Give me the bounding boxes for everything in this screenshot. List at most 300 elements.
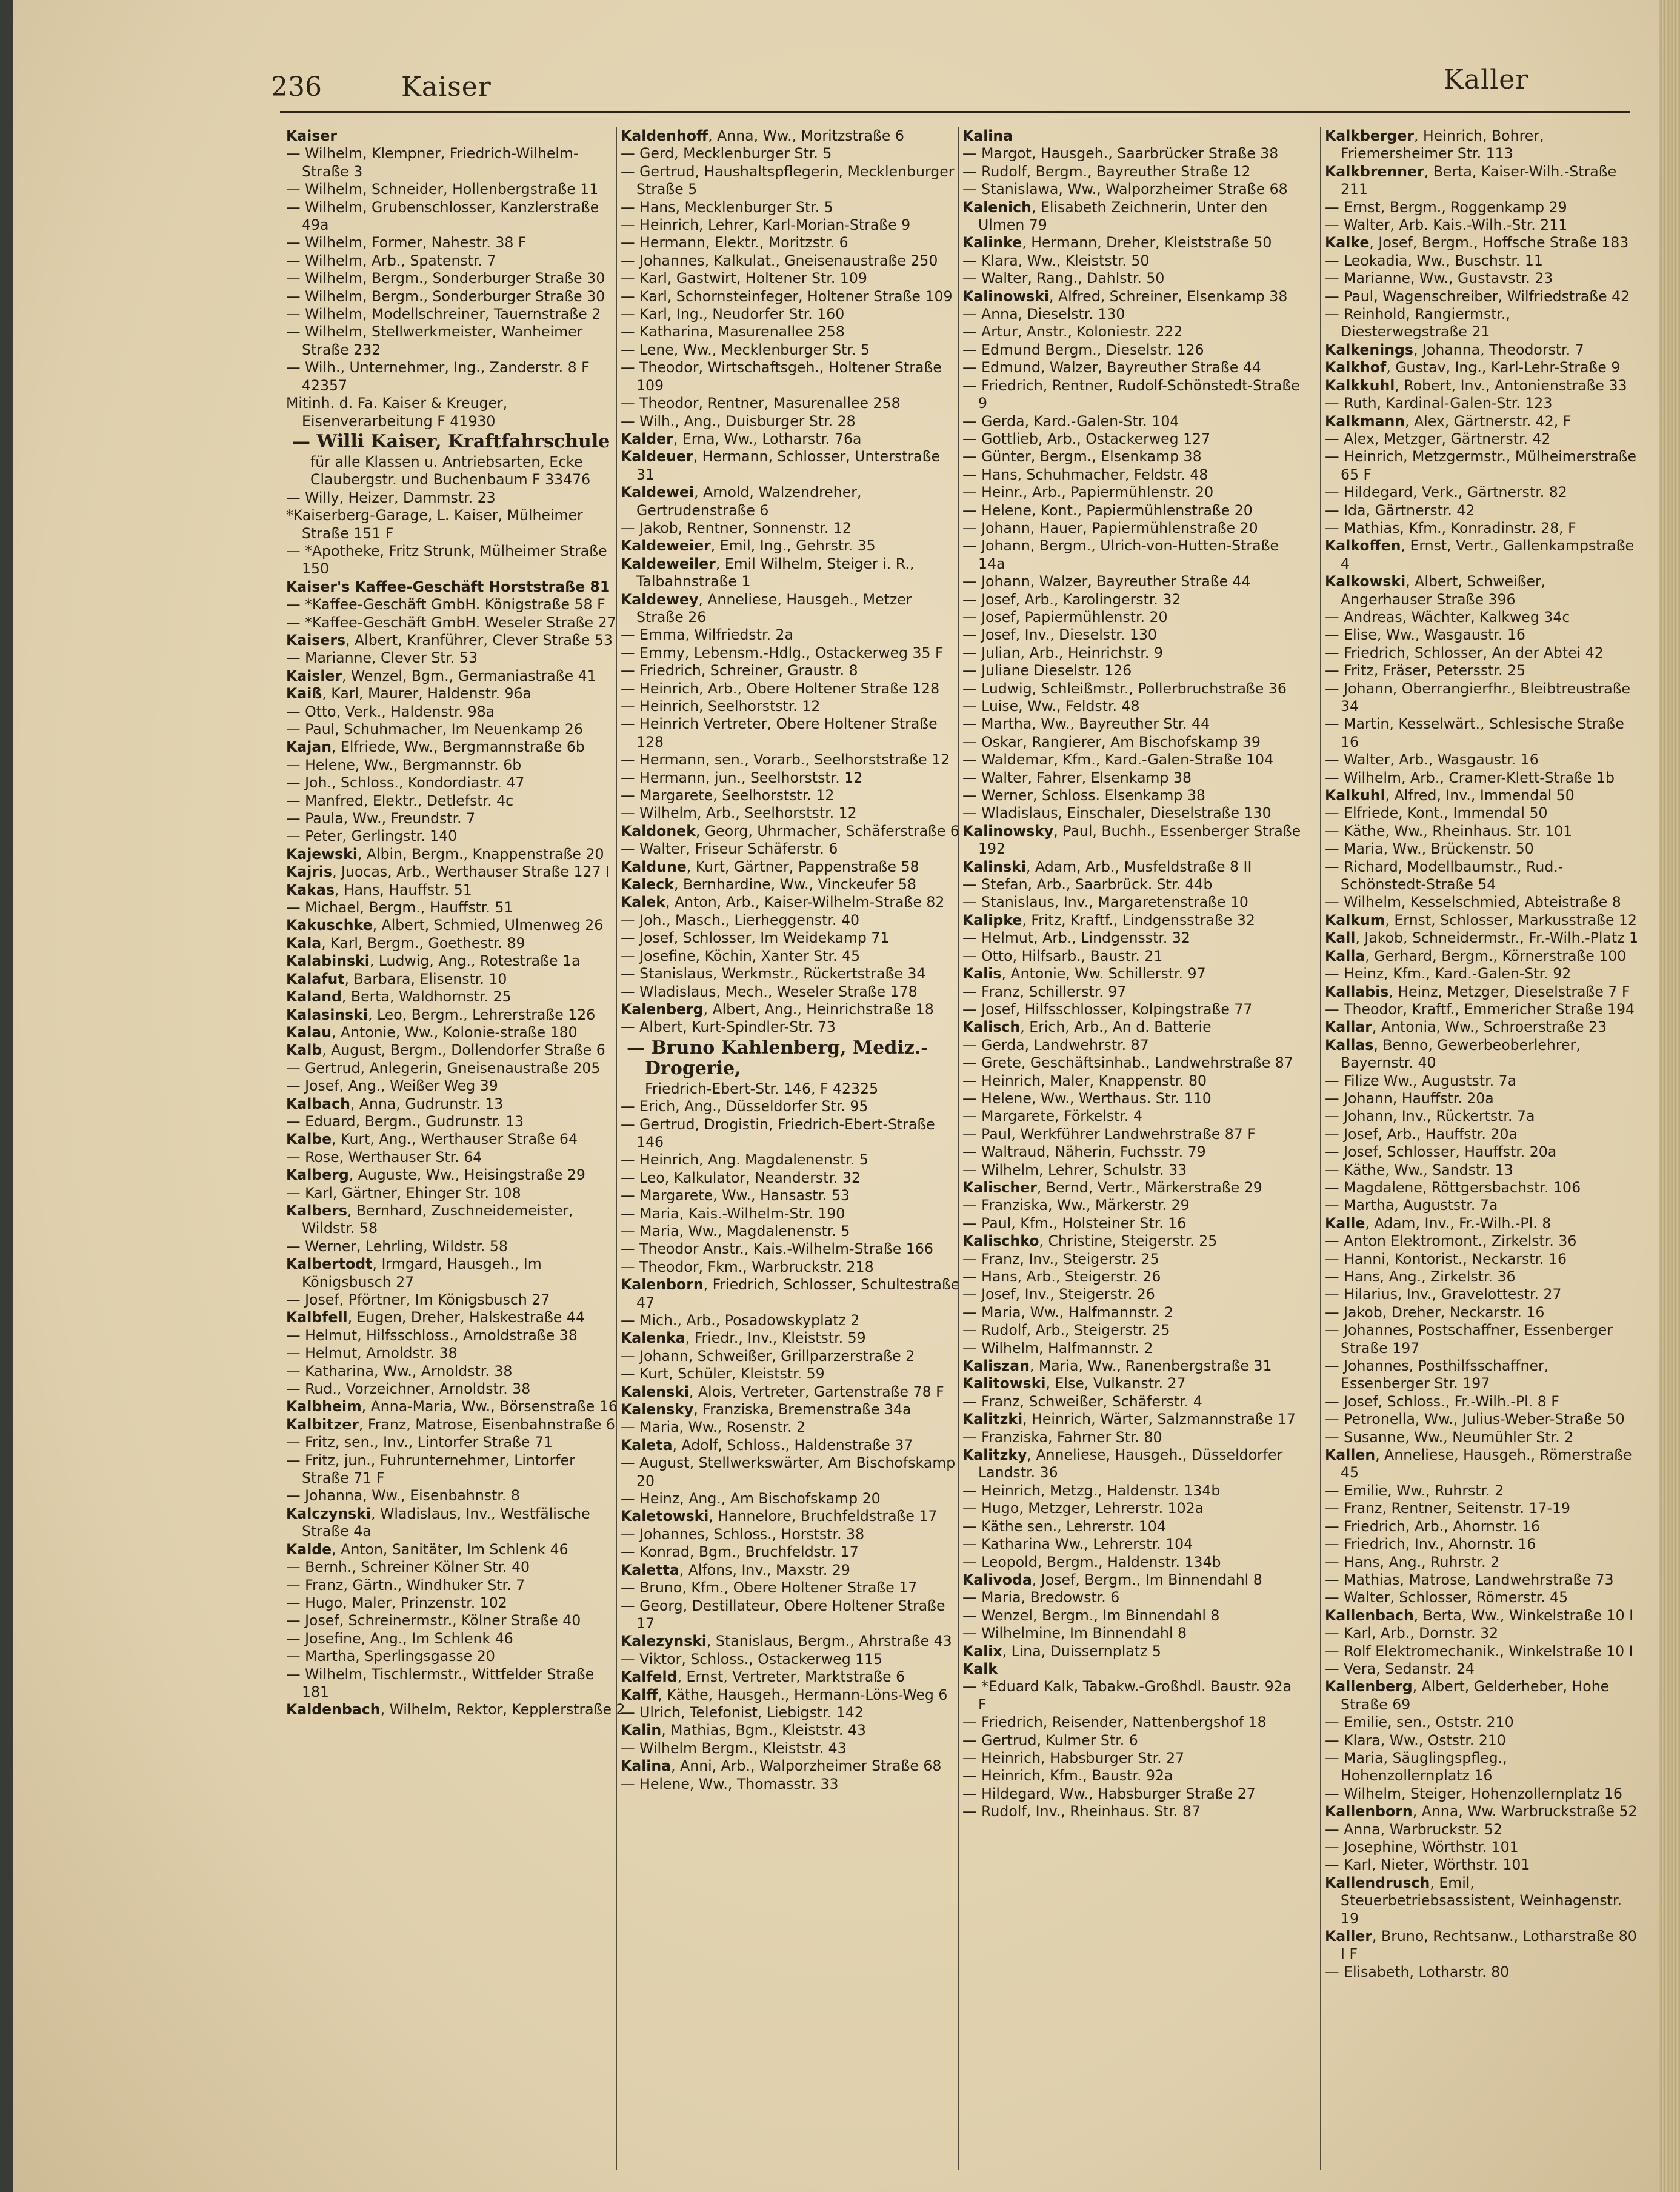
- directory-entry-head: Kalb, August, Bergm., Dollendorfer Straße 6: [286, 1041, 605, 1059]
- directory-entry: — Rose, Werthauser Str. 64: [286, 1148, 482, 1166]
- directory-entry: — Helmut, Hilfsschloss., Arnoldstraße 38: [286, 1326, 578, 1344]
- directory-entry: — Gertrud, Kulmer Str. 6: [962, 1731, 1138, 1749]
- directory-entry-head: Kallenberg, Albert, Gelderheber, Hohe Straße 69: [1325, 1678, 1610, 1713]
- directory-entry-head: Kalensky, Franziska, Bremenstraße 34a: [621, 1401, 912, 1418]
- directory-entry: — Wilhelm, Klempner, Friedrich-Wilhelm-Straße 3: [286, 145, 579, 180]
- directory-entry-head: Kalitzki, Heinrich, Wärter, Salzmannstraße 17: [962, 1411, 1296, 1428]
- directory-entry: — Karl, Gärtner, Ehinger Str. 108: [286, 1184, 521, 1201]
- directory-entry-head: Kaldenbach, Wilhelm, Rektor, Kepplerstraße 2: [286, 1701, 625, 1719]
- directory-entry: — Stefan, Arb., Saarbrück. Str. 44b: [962, 876, 1213, 894]
- directory-entry-head: Kaisers, Albert, Kranführer, Clever Straße 53: [286, 631, 613, 649]
- directory-entry-head: Kalde, Anton, Sanitäter, Im Schlenk 46: [286, 1540, 568, 1558]
- column-2: [621, 127, 960, 2176]
- directory-entry: — Ulrich, Telefonist, Liebigstr. 142: [621, 1703, 864, 1721]
- directory-entry: — Walter, Schlosser, Römerstr. 45: [1325, 1589, 1568, 1606]
- directory-entry: — Hans, Schuhmacher, Feldstr. 48: [962, 466, 1208, 483]
- directory-entry: — Josef, Papiermühlenstr. 20: [962, 608, 1168, 626]
- directory-entry: — Theodor Anstr., Kais.-Wilhelm-Straße 166: [621, 1240, 933, 1258]
- directory-entry: — Paul, Schuhmacher, Im Neuenkamp 26: [286, 721, 583, 738]
- directory-entry-head: Kallenbach, Berta, Ww., Winkelstraße 10 I: [1325, 1606, 1634, 1624]
- directory-entry: — Hans, Arb., Steigerstr. 26: [962, 1268, 1161, 1285]
- directory-entry: — Gerd, Mecklenburger Str. 5: [621, 145, 832, 162]
- directory-entry: — Heinrich, Metzgermstr., Mülheimerstraße 65 F: [1325, 448, 1637, 483]
- directory-entry: — Wilhelm, Schneider, Hollenbergstraße 11: [286, 181, 599, 198]
- directory-entry: — Franziska, Ww., Märkerstr. 29: [962, 1197, 1190, 1214]
- directory-entry: — Elfriede, Kont., Immendal 50: [1325, 804, 1548, 822]
- directory-entry: — Werner, Schloss. Elsenkamp 38: [962, 787, 1205, 804]
- directory-entry: — Bernh., Schreiner Kölner Str. 40: [286, 1559, 530, 1576]
- directory-entry: — Grete, Geschäftsinhab., Landwehrstraße 87: [962, 1054, 1293, 1072]
- directory-entry: Mitinh. d. Fa. Kaiser & Kreuger, Eisenverarbeitung F 41930: [286, 395, 508, 430]
- directory-entry: — Hans, Mecklenburger Str. 5: [621, 198, 833, 216]
- directory-entry: — Wilhelm, Kesselschmied, Abteistraße 8: [1325, 894, 1621, 911]
- directory-entry-head: Kalinski, Adam, Arb., Musfeldstraße 8 II: [962, 858, 1252, 875]
- directory-entry: — Wladislaus, Mech., Weseler Straße 178: [621, 983, 918, 1000]
- directory-entry: — Maria, Ww., Brückenstr. 50: [1325, 840, 1534, 858]
- directory-entry: — Friedrich, Reisender, Nattenbergshof 18: [962, 1714, 1267, 1731]
- directory-entry-head: Kaliszan, Maria, Ww., Ranenbergstraße 31: [962, 1357, 1272, 1375]
- directory-entry: — Werner, Lehrling, Wildstr. 58: [286, 1237, 508, 1255]
- directory-entry-head: Kalinowsky, Paul, Buchh., Essenberger Straße 192: [962, 822, 1301, 858]
- directory-entry: — Susanne, Ww., Neumühler Str. 2: [1325, 1428, 1574, 1446]
- running-head-first-entry: Kaiser: [401, 72, 492, 102]
- column-divider: [616, 127, 617, 2170]
- directory-entry: — Erich, Ang., Düsseldorfer Str. 95: [621, 1098, 868, 1115]
- directory-entry: — Heinz, Kfm., Kard.-Galen-Str. 92: [1325, 965, 1572, 983]
- directory-entry: — Ernst, Bergm., Roggenkamp 29: [1325, 198, 1567, 216]
- directory-entry-head: Kallenborn, Anna, Ww. Warbruckstraße 52: [1325, 1803, 1638, 1820]
- directory-entry-head: Kalenich, Elisabeth Zeichnerin, Unter den Ulmen 79: [962, 198, 1268, 234]
- directory-entry: — Margot, Hausgeh., Saarbrücker Straße 38: [962, 145, 1279, 162]
- directory-entry: — Josefine, Ang., Im Schlenk 46: [286, 1629, 513, 1647]
- directory-entry: — Paul, Wagenschreiber, Wilfriedstraße 42: [1325, 287, 1630, 305]
- directory-entry-head: Kalke, Josef, Bergm., Hoffsche Straße 183: [1325, 234, 1629, 252]
- directory-entry-head: Kalla, Gerhard, Bergm., Körnerstraße 100: [1325, 947, 1627, 964]
- directory-entry-head: Kaiser: [286, 127, 337, 144]
- directory-entry: — Jakob, Dreher, Neckarstr. 16: [1325, 1303, 1545, 1321]
- directory-entry-head: Kalbfell, Eugen, Dreher, Halskestraße 44: [286, 1309, 585, 1326]
- directory-entry-head: Kallabis, Heinz, Metzger, Dieselstraße 7 F: [1325, 983, 1630, 1000]
- directory-entry-head: Kaleta, Adolf, Schloss., Haldenstraße 37: [621, 1436, 913, 1454]
- directory-entry: — Filize Ww., Auguststr. 7a: [1325, 1072, 1517, 1089]
- directory-entry: — Stanislawa, Ww., Walporzheimer Straße 68: [962, 181, 1288, 198]
- directory-entry-head: Kajewski, Albin, Bergm., Knappenstraße 20: [286, 845, 604, 863]
- directory-entry-head: Kalk: [962, 1660, 998, 1677]
- directory-entry-head: Kalisch, Erich, Arb., An d. Batterie: [962, 1018, 1212, 1036]
- directory-entry: — *Apotheke, Fritz Strunk, Mülheimer Straße 150: [286, 542, 607, 578]
- directory-entry: — Käthe sen., Lehrerstr. 104: [962, 1517, 1166, 1535]
- directory-entry-head: Kalinke, Hermann, Dreher, Kleiststraße 50: [962, 234, 1272, 252]
- directory-entry: — Paul, Werkführer Landwehrstraße 87 F: [962, 1125, 1256, 1143]
- directory-entry: — Petronella, Ww., Julius-Weber-Straße 50: [1325, 1411, 1625, 1428]
- directory-entry-head: Kalenborn, Friedrich, Schlosser, Schultestraße 47: [621, 1276, 960, 1311]
- directory-entry: — Franz, Rentner, Seitenstr. 17-19: [1325, 1500, 1571, 1517]
- advertisement-heading: — Bruno Kahlenberg, Mediz.-Drogerie,: [627, 1037, 928, 1079]
- directory-entry: — Wilhelm, Modellschreiner, Tauernstraße 2: [286, 306, 601, 323]
- directory-entry: — Helmut, Arb., Lindgensstr. 32: [962, 929, 1190, 947]
- directory-entry: — Johannes, Kalkulat., Gneisenaustraße 250: [621, 252, 938, 269]
- directory-entry-head: Kaletta, Alfons, Inv., Maxstr. 29: [621, 1561, 850, 1579]
- directory-entry: — Anna, Dieselstr. 130: [962, 306, 1125, 323]
- directory-entry: — Hermann, sen., Vorarb., Seelhorststraße 12: [621, 751, 950, 769]
- directory-entry: — Margarete, Ww., Hansastr. 53: [621, 1187, 850, 1205]
- directory-entry: — Wilhelm, Tischlermstr., Wittfelder Straße 181: [286, 1665, 595, 1700]
- directory-entry: — Friedrich, Inv., Ahornstr. 16: [1325, 1535, 1536, 1553]
- column-divider: [1320, 127, 1321, 2170]
- directory-entry-head: Kalbheim, Anna-Maria, Ww., Börsenstraße 16: [286, 1398, 618, 1415]
- advertisement-text: Friedrich-Ebert-Str. 146, F 42325: [645, 1080, 879, 1097]
- directory-entry: — Heinrich, Kfm., Baustr. 92a: [962, 1767, 1173, 1785]
- directory-entry: — Heinrich, Ang. Magdalenenstr. 5: [621, 1151, 868, 1169]
- directory-entry: — Marianne, Clever Str. 53: [286, 649, 478, 667]
- directory-entry: — Mich., Arb., Posadowskyplatz 2: [621, 1312, 860, 1329]
- directory-entry-head: Kakuschke, Albert, Schmied, Ulmenweg 26: [286, 917, 604, 934]
- directory-entry: — Martha, Auguststr. 7a: [1325, 1197, 1498, 1214]
- directory-entry-head: Kalek, Anton, Arb., Kaiser-Wilhelm-Straße 82: [621, 894, 945, 911]
- page-header: [13, 0, 1680, 121]
- directory-entry: — Wenzel, Bergm., Im Binnendahl 8: [962, 1606, 1220, 1624]
- directory-entry: — Josef, Schlosser, Im Weidekamp 71: [621, 929, 890, 947]
- column-1: [286, 127, 625, 2176]
- directory-entry: — Heinrich, Metzg., Haldenstr. 134b: [962, 1482, 1221, 1499]
- directory-entry: — Klara, Ww., Oststr. 210: [1325, 1731, 1506, 1749]
- directory-entry: — Franz, Schillerstr. 97: [962, 983, 1127, 1000]
- directory-entry: — Wilh., Unternehmer, Ing., Zanderstr. 8 F 42357: [286, 359, 590, 394]
- directory-entry: — Theodor, Fkm., Warbruckstr. 218: [621, 1258, 874, 1275]
- directory-entry: — Martha, Ww., Bayreuther Str. 44: [962, 715, 1210, 733]
- directory-entry-head: Kalbertodt, Irmgard, Hausgeh., Im Königsbusch 27: [286, 1255, 542, 1291]
- directory-entry: — Gertrud, Haushaltspflegerin, Mecklenburger Straße 5: [621, 162, 955, 198]
- directory-entry-head: Kalina: [962, 127, 1013, 144]
- directory-entry: — Franz, Inv., Steigerstr. 25: [962, 1250, 1159, 1268]
- directory-entry: — Wilhelm Bergm., Kleiststr. 43: [621, 1739, 847, 1757]
- directory-entry: — Georg, Destillateur, Obere Holtener Straße 17: [621, 1597, 945, 1632]
- directory-entry: — Eduard, Bergm., Gudrunstr. 13: [286, 1112, 524, 1130]
- directory-entry: — Wilhelm, Stellwerkmeister, Wanheimer Straße 232: [286, 323, 583, 358]
- directory-entry: — Johann, Schweißer, Grillparzerstraße 2: [621, 1347, 915, 1365]
- directory-entry: — Juliane Dieselstr. 126: [962, 662, 1132, 680]
- directory-entry: — Wilhelmine, Im Binnendahl 8: [962, 1625, 1187, 1642]
- directory-entry: — Friedrich, Arb., Ahornstr. 16: [1325, 1517, 1541, 1535]
- directory-entry: — Anna, Warbruckstr. 52: [1325, 1820, 1502, 1838]
- directory-entry: — Helene, Ww., Werthaus. Str. 110: [962, 1089, 1212, 1107]
- directory-entry: — Theodor, Kraftf., Emmericher Straße 194: [1325, 1000, 1635, 1018]
- directory-entry: — Walter, Rang., Dahlstr. 50: [962, 270, 1165, 287]
- directory-entry: — Michael, Bergm., Hauffstr. 51: [286, 899, 513, 917]
- directory-entry-head: Kala, Karl, Bergm., Goethestr. 89: [286, 934, 525, 952]
- directory-entry: — Josef, Inv., Steigerstr. 26: [962, 1286, 1155, 1303]
- directory-entry: — *Eduard Kalk, Tabakw.-Großhdl. Baustr. 92a F: [962, 1678, 1292, 1713]
- directory-entry: — Konrad, Bgm., Bruchfeldstr. 17: [621, 1543, 859, 1561]
- directory-entry: — Josef, Ang., Weißer Weg 39: [286, 1077, 498, 1095]
- directory-entry-head: Kalberg, Auguste, Ww., Heisingstraße 29: [286, 1166, 585, 1184]
- directory-entry: — Katharina Ww., Lehrerstr. 104: [962, 1535, 1193, 1553]
- directory-entry: — Johanna, Ww., Eisenbahnstr. 8: [286, 1487, 520, 1505]
- directory-entry-head: Kalkhof, Gustav, Ing., Karl-Lehr-Straße 9: [1325, 359, 1621, 376]
- directory-entry: — Emilie, Ww., Ruhrstr. 2: [1325, 1482, 1504, 1499]
- directory-entry-head: Kalin, Mathias, Bgm., Kleiststr. 43: [621, 1722, 866, 1739]
- directory-entry: — Wilhelm, Arb., Seelhorststr. 12: [621, 804, 857, 822]
- directory-entry: — Anton Elektromont., Zirkelstr. 36: [1325, 1232, 1577, 1250]
- directory-entry: — Günter, Bergm., Elsenkamp 38: [962, 448, 1202, 466]
- directory-entry-head: Kalina, Anni, Arb., Walporzheimer Straße 68: [621, 1757, 942, 1775]
- directory-entry: — Alex, Metzger, Gärtnerstr. 42: [1325, 430, 1551, 447]
- directory-entry: — Joh., Masch., Lierheggenstr. 40: [621, 911, 859, 929]
- directory-entry: — Helmut, Arnoldstr. 38: [286, 1345, 458, 1362]
- header-rule: [280, 111, 1630, 113]
- directory-entry-head: Kalkoffen, Ernst, Vertr., Gallenkampstraße 4: [1325, 537, 1635, 572]
- directory-entry: — Waltraud, Näherin, Fuchsstr. 79: [962, 1143, 1206, 1161]
- directory-entry-head: Kajan, Elfriede, Ww., Bergmannstraße 6b: [286, 738, 585, 756]
- directory-entry-head: Kalbe, Kurt, Ang., Werthauser Straße 64: [286, 1131, 578, 1148]
- directory-entry: — Julian, Arb., Heinrichstr. 9: [962, 644, 1163, 661]
- directory-entry: — Helene, Ww., Thomasstr. 33: [621, 1775, 839, 1793]
- directory-entry: — Johann, Walzer, Bayreuther Straße 44: [962, 573, 1251, 590]
- directory-entry: — Fritz, Fräser, Petersstr. 25: [1325, 662, 1526, 680]
- directory-entry: — Jakob, Rentner, Sonnenstr. 12: [621, 519, 852, 536]
- directory-entry-head: Kaldewei, Arnold, Walzendreher, Gertrudenstraße 6: [621, 484, 862, 519]
- directory-entry: — Klara, Ww., Kleiststr. 50: [962, 252, 1150, 269]
- directory-entry: — Albert, Kurt-Spindler-Str. 73: [621, 1018, 836, 1036]
- directory-entry: — Heinrich, Maler, Knappenstr. 80: [962, 1072, 1207, 1089]
- directory-entry: — Heinrich Vertreter, Obere Holtener Straße 128: [621, 715, 938, 750]
- page-number: 236: [271, 72, 322, 102]
- directory-entry: — Johann, Inv., Rückertstr. 7a: [1325, 1108, 1535, 1125]
- directory-entry: — Josef, Schloss., Fr.-Wilh.-Pl. 8 F: [1325, 1392, 1559, 1410]
- directory-entry: — Fritz, sen., Inv., Lintorfer Straße 71: [286, 1434, 553, 1451]
- directory-entry-head: Kalenka, Friedr., Inv., Kleiststr. 59: [621, 1329, 866, 1347]
- directory-entry: — Heinz, Ang., Am Bischofskamp 20: [621, 1490, 881, 1508]
- directory-entry: — Johann, Hauer, Papiermühlenstraße 20: [962, 519, 1258, 536]
- directory-entry: — Edmund, Walzer, Bayreuther Straße 44: [962, 359, 1261, 376]
- directory-entry: — Gertrud, Drogistin, Friedrich-Ebert-Straße 146: [621, 1115, 935, 1151]
- column-3: [962, 127, 1302, 2176]
- directory-entry: — Hans, Ang., Ruhrstr. 2: [1325, 1553, 1500, 1571]
- directory-entry: — Johann, Oberrangierfhr., Bleibtreustraße 34: [1325, 680, 1631, 715]
- directory-entry: — Wilhelm, Halfmannstr. 2: [962, 1339, 1153, 1357]
- directory-entry-head: Kallendrusch, Emil, Steuerbetriebsassistent, Weinhagenstr. 19: [1325, 1874, 1622, 1927]
- directory-entry: — Franz, Gärtn., Windhuker Str. 7: [286, 1576, 525, 1594]
- directory-entry: — Walter, Arb., Wasgaustr. 16: [1325, 751, 1539, 769]
- directory-entry-head: Kalkowski, Albert, Schweißer, Angerhauser Straße 396: [1325, 573, 1546, 608]
- directory-entry: — Josephine, Wörthstr. 101: [1325, 1839, 1519, 1856]
- directory-entry-head: Kalenski, Alois, Vertreter, Gartenstraße 78 F: [621, 1383, 944, 1400]
- directory-entry: — Gerda, Kard.-Galen-Str. 104: [962, 412, 1179, 430]
- directory-entry: — Maria, Ww., Magdalenenstr. 5: [621, 1222, 850, 1240]
- directory-entry-head: Kalis, Antonie, Ww. Schillerstr. 97: [962, 965, 1206, 983]
- directory-entry: — Emilie, sen., Oststr. 210: [1325, 1714, 1514, 1731]
- directory-entry: — Heinrich, Habsburger Str. 27: [962, 1749, 1185, 1766]
- directory-entry: — Walter, Friseur Schäferstr. 6: [621, 840, 838, 858]
- column-divider: [958, 127, 959, 2170]
- directory-entry: — Elise, Ww., Wasgaustr. 16: [1325, 626, 1525, 644]
- directory-entry-head: Kalix, Lina, Duissernplatz 5: [962, 1642, 1161, 1660]
- directory-entry: — Wilhelm, Bergm., Sonderburger Straße 30: [286, 287, 605, 305]
- directory-entry: — Willy, Heizer, Dammstr. 23: [286, 489, 496, 506]
- directory-entry: — Waldemar, Kfm., Kard.-Galen-Straße 104: [962, 751, 1274, 769]
- directory-entry-head: Kalezynski, Stanislaus, Bergm., Ahrstraße 43: [621, 1632, 952, 1650]
- directory-entry: — Luise, Ww., Feldstr. 48: [962, 698, 1140, 715]
- directory-entry: — Heinrich, Lehrer, Karl-Morian-Straße 9: [621, 216, 911, 234]
- directory-entry: — Rud., Vorzeichner, Arnoldstr. 38: [286, 1380, 531, 1398]
- directory-entry-head: Kalivoda, Josef, Bergm., Im Binnendahl 8: [962, 1571, 1262, 1588]
- directory-entry: — Artur, Anstr., Koloniestr. 222: [962, 323, 1183, 341]
- directory-entry-head: Kaisler, Wenzel, Bgm., Germaniastraße 41: [286, 667, 596, 684]
- directory-entry-head: Kaldeweiler, Emil Wilhelm, Steiger i. R., Talbahnstraße 1: [621, 555, 915, 590]
- directory-entry: — Katharina, Ww., Arnoldstr. 38: [286, 1362, 513, 1380]
- directory-entry: — Wilhelm, Arb., Cramer-Klett-Straße 1b: [1325, 769, 1615, 786]
- directory-entry-head: Kalasinski, Leo, Bergm., Lehrerstraße 126: [286, 1006, 596, 1023]
- directory-entry-head: Kalkmann, Alex, Gärtnerstr. 42, F: [1325, 412, 1572, 430]
- directory-entry: — *Kaffee-Geschäft GmbH. Weseler Straße 27: [286, 613, 616, 631]
- directory-page: [13, 0, 1680, 2192]
- directory-entry-head: Kaland, Berta, Waldhornstr. 25: [286, 988, 512, 1006]
- directory-entry-head: Kalabinski, Ludwig, Ang., Rotestraße 1a: [286, 952, 581, 970]
- directory-entry-head: Kakas, Hans, Hauffstr. 51: [286, 881, 472, 898]
- directory-entry: — Martha, Sperlingsgasse 20: [286, 1648, 495, 1665]
- directory-entry: — Leo, Kalkulator, Neanderstr. 32: [621, 1169, 861, 1186]
- directory-entry: — Rudolf, Inv., Rheinhaus. Str. 87: [962, 1803, 1201, 1820]
- directory-entry: — Karl, Gastwirt, Holtener Str. 109: [621, 270, 867, 287]
- directory-entry: — Josefine, Köchin, Xanter Str. 45: [621, 947, 861, 964]
- directory-entry: — Josef, Arb., Karolingerstr. 32: [962, 590, 1181, 608]
- directory-entry: — Hermann, jun., Seelhorststr. 12: [621, 769, 863, 786]
- directory-entry-head: Kalitzky, Anneliese, Hausgeh., Düsseldorfer Landstr. 36: [962, 1446, 1283, 1482]
- directory-entry: — Mathias, Matrose, Landwehrstraße 73: [1325, 1571, 1614, 1588]
- directory-entry: — Rudolf, Arb., Steigerstr. 25: [962, 1322, 1170, 1339]
- directory-entry: — Johannes, Postschaffner, Essenberger Straße 197: [1325, 1322, 1613, 1357]
- directory-entry: — Stanislaus, Inv., Margaretenstraße 10: [962, 894, 1248, 911]
- directory-entry: — Maria, Ww., Rosenstr. 2: [621, 1418, 806, 1436]
- directory-entry: — Otto, Hilfsarb., Baustr. 21: [962, 947, 1163, 964]
- directory-entry: — Emmy, Lebensm.-Hdlg., Ostackerweg 35 F: [621, 644, 944, 661]
- directory-entry: — Ida, Gärtnerstr. 42: [1325, 501, 1475, 519]
- directory-entry-head: Kalau, Antonie, Ww., Kolonie-straße 180: [286, 1023, 578, 1041]
- directory-entry: — Wilhelm, Bergm., Sonderburger Straße 30: [286, 270, 605, 287]
- directory-entry: — Wilhelm, Lehrer, Schulstr. 33: [962, 1161, 1187, 1178]
- directory-entry: — Richard, Modellbaumstr., Rud.-Schönstedt-Straße 54: [1325, 858, 1564, 894]
- directory-entry: — Vera, Sedanstr. 24: [1325, 1660, 1475, 1677]
- directory-entry: — Friedrich, Rentner, Rudolf-Schönstedt-Straße 9: [962, 376, 1300, 412]
- directory-entry: — Elisabeth, Lotharstr. 80: [1325, 1963, 1510, 1980]
- directory-entry: — Karl, Nieter, Wörthstr. 101: [1325, 1856, 1530, 1874]
- directory-entry: — Franziska, Fahrner Str. 80: [962, 1428, 1162, 1446]
- directory-entry: — Hugo, Maler, Prinzenstr. 102: [286, 1594, 507, 1611]
- directory-entry-head: Kalder, Erna, Ww., Lotharstr. 76a: [621, 430, 862, 447]
- directory-entry: — Ruth, Kardinal-Galen-Str. 123: [1325, 395, 1553, 412]
- directory-entry-head: Kalkenings, Johanna, Theodorstr. 7: [1325, 341, 1584, 358]
- directory-entry: — Ludwig, Schleißmstr., Pollerbruchstraße 36: [962, 680, 1287, 697]
- directory-entry: — Karl, Ing., Neudorfer Str. 160: [621, 306, 845, 323]
- directory-entry-head: Kalkbrenner, Berta, Kaiser-Wilh.-Straße 211: [1325, 162, 1617, 198]
- directory-entry: — Rolf Elektromechanik., Winkelstraße 10 I: [1325, 1642, 1633, 1660]
- directory-entry: — Heinrich, Arb., Obere Holtener Straße 128: [621, 680, 940, 697]
- directory-entry-head: Kalczynski, Wladislaus, Inv., Westfälische Straße 4a: [286, 1505, 590, 1540]
- directory-entry: — Wilhelm, Grubenschlosser, Kanzlerstraße 49a: [286, 198, 599, 234]
- directory-entry: — Hilarius, Inv., Gravelottestr. 27: [1325, 1286, 1562, 1303]
- directory-entry: — Marianne, Ww., Gustavstr. 23: [1325, 270, 1553, 287]
- directory-entry: — Friedrich, Schreiner, Graustr. 8: [621, 662, 858, 680]
- directory-entry: — Martin, Kesselwärt., Schlesische Straße 16: [1325, 715, 1624, 750]
- directory-entry: — Johann, Hauffstr. 20a: [1325, 1089, 1494, 1107]
- directory-entry-head: Kalkkuhl, Robert, Inv., Antonienstraße 33: [1325, 376, 1627, 394]
- directory-entry: — Viktor, Schloss., Ostackerweg 115: [621, 1650, 883, 1668]
- directory-entry-head: Kaldeweier, Emil, Ing., Gehrstr. 35: [621, 537, 876, 555]
- directory-entry: — Wilhelm, Arb., Spatenstr. 7: [286, 252, 496, 269]
- directory-entry: — Karl, Arb., Dornstr. 32: [1325, 1625, 1499, 1642]
- directory-entry-head: Kalitowski, Else, Vulkanstr. 27: [962, 1375, 1186, 1392]
- directory-entry-head: Kaiser's Kaffee-Geschäft Horststraße 81: [286, 578, 610, 595]
- directory-entry-head: Kalinowski, Alfred, Schreiner, Elsenkamp 38: [962, 287, 1288, 305]
- directory-entry: — Fritz, jun., Fuhrunternehmer, Lintorfer Straße 71 F: [286, 1451, 575, 1487]
- directory-entry: — Leokadia, Ww., Buschstr. 11: [1325, 252, 1543, 269]
- directory-entry: — Josef, Schreinermstr., Kölner Straße 40: [286, 1612, 581, 1629]
- column-4: [1325, 127, 1640, 2176]
- directory-entry: — Joh., Schloss., Kondordiastr. 47: [286, 774, 525, 792]
- directory-entry-head: Kalff, Käthe, Hausgeh., Hermann-Löns-Weg 6: [621, 1686, 948, 1703]
- directory-entry: — Kurt, Schüler, Kleiststr. 59: [621, 1365, 825, 1383]
- directory-entry: — Magdalene, Röttgersbachstr. 106: [1325, 1178, 1581, 1196]
- directory-entry-head: Kallen, Anneliese, Hausgeh., Römerstraße 45: [1325, 1446, 1632, 1482]
- directory-entry: — Franz, Schweißer, Schäferstr. 4: [962, 1392, 1202, 1410]
- directory-entry: — Emma, Wilfriedstr. 2a: [621, 626, 793, 644]
- directory-entry: — Hugo, Metzger, Lehrerstr. 102a: [962, 1500, 1204, 1517]
- directory-entry-head: Kalipke, Fritz, Kraftf., Lindgensstraße 32: [962, 911, 1255, 929]
- directory-entry-head: Kajris, Juocas, Arb., Werthauser Straße 127 I: [286, 863, 610, 881]
- directory-entry-head: Kaiß, Karl, Maurer, Haldenstr. 96a: [286, 685, 532, 703]
- directory-entry-head: Kaldeuer, Hermann, Schlosser, Unterstraße 31: [621, 448, 940, 483]
- running-head-last-entry: Kaller: [1444, 64, 1529, 95]
- directory-entry: — Theodor, Rentner, Masurenallee 258: [621, 395, 901, 412]
- directory-entry: — August, Stellwerkswärter, Am Bischofskamp 20: [621, 1454, 956, 1489]
- directory-entry: — Maria, Bredowstr. 6: [962, 1589, 1120, 1606]
- directory-entry: — Margarete, Förkelstr. 4: [962, 1108, 1142, 1125]
- directory-entry: — Edmund Bergm., Dieselstr. 126: [962, 341, 1204, 358]
- directory-entry: — Gottlieb, Arb., Ostackerweg 127: [962, 430, 1211, 447]
- directory-entry-head: Kalle, Adam, Inv., Fr.-Wilh.-Pl. 8: [1325, 1214, 1552, 1232]
- directory-entry-head: Kall, Jakob, Schneidermstr., Fr.-Wilh.-Platz 1: [1325, 929, 1639, 947]
- directory-entry: — Josef, Inv., Dieselstr. 130: [962, 626, 1157, 644]
- directory-entry: — Maria, Säuglingspfleg., Hohenzollernplatz 16: [1325, 1749, 1507, 1785]
- directory-entry: — Reinhold, Rangiermstr., Diesterwegstraße 21: [1325, 306, 1511, 341]
- directory-entry: — Karl, Schornsteinfeger, Holtener Straße 109: [621, 287, 953, 305]
- directory-entry: — Paul, Kfm., Holsteiner Str. 16: [962, 1214, 1187, 1232]
- directory-entry: — Bruno, Kfm., Obere Holtener Straße 17: [621, 1579, 918, 1597]
- directory-entry: — Walter, Arb. Kais.-Wilh.-Str. 211: [1325, 216, 1568, 234]
- directory-entry-head: Kalischko, Christine, Steigerstr. 25: [962, 1232, 1218, 1250]
- directory-entry-head: Kaldune, Kurt, Gärtner, Pappenstraße 58: [621, 858, 919, 875]
- directory-entry: — Gertrud, Anlegerin, Gneisenaustraße 205: [286, 1059, 601, 1077]
- directory-entry: — Hildegard, Ww., Habsburger Straße 27: [962, 1785, 1256, 1802]
- directory-entry: — Andreas, Wächter, Kalkweg 34c: [1325, 608, 1570, 626]
- directory-entry-head: Kalenberg, Albert, Ang., Heinrichstraße 18: [621, 1000, 934, 1018]
- directory-entry-head: Kalischer, Bernd, Vertr., Märkerstraße 29: [962, 1178, 1262, 1196]
- directory-entry: — Mathias, Kfm., Konradinstr. 28, F: [1325, 519, 1576, 536]
- directory-entry: — Helene, Kont., Papiermühlenstraße 20: [962, 501, 1253, 519]
- directory-entry: — Johann, Bergm., Ulrich-von-Hutten-Straße 14a: [962, 537, 1279, 572]
- directory-entry: — Maria, Ww., Halfmannstr. 2: [962, 1303, 1174, 1321]
- directory-entry: — Wilh., Ang., Duisburger Str. 28: [621, 412, 856, 430]
- directory-entry: — Wilhelm, Former, Nahestr. 38 F: [286, 234, 527, 252]
- directory-entry-head: Kalbers, Bernhard, Zuschneidemeister, Wildstr. 58: [286, 1201, 573, 1237]
- directory-entry: — Hildegard, Verk., Gärtnerstr. 82: [1325, 484, 1567, 501]
- directory-entry: — Rudolf, Bergm., Bayreuther Straße 12: [962, 162, 1251, 180]
- directory-entry-head: Kallas, Benno, Gewerbeoberlehrer, Bayernstr. 40: [1325, 1036, 1581, 1072]
- directory-entry: — Theodor, Wirtschaftsgeh., Holtener Straße 109: [621, 359, 942, 394]
- directory-entry-head: Kaleck, Bernhardine, Ww., Vinckeufer 58: [621, 876, 917, 894]
- advertisement-heading: — Willi Kaiser, Kraftfahrschule: [292, 430, 610, 452]
- directory-entry: — Josef, Hilfsschlosser, Kolpingstraße 77: [962, 1000, 1253, 1018]
